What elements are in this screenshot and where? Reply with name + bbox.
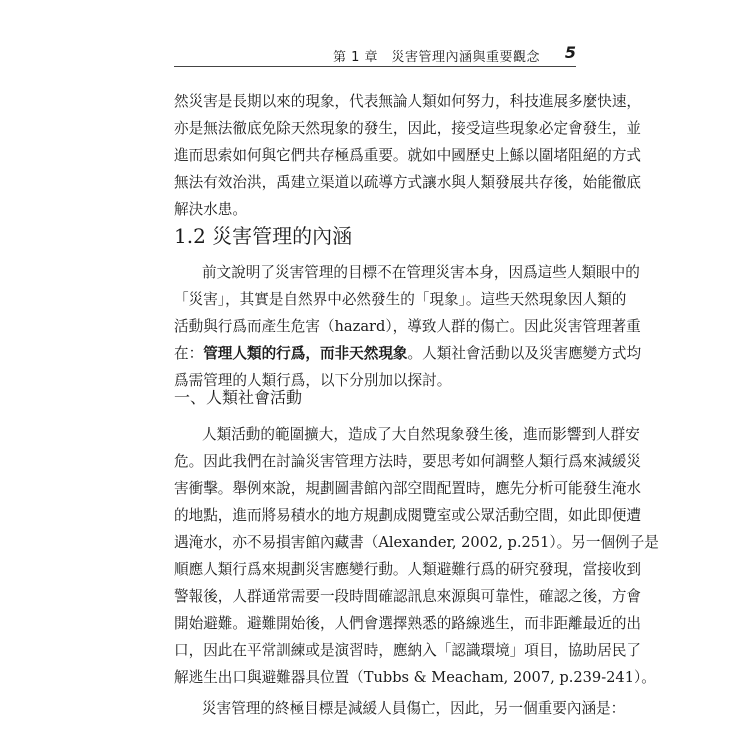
paragraph-line: 解逃生出口與避難器具位置（Tubbs & Meacham, 2007, p.239-241）。 <box>174 669 656 686</box>
intro-line: 解決水患。 <box>174 201 247 218</box>
paragraph-line <box>174 343 642 365</box>
paragraph-line: 警報後，人群通常需要一段時間確認訊息來源與可靠性，確認之後，方會 <box>174 588 642 605</box>
paragraph-line: 順應人類行爲來規劃災害應變行動。人類避難行爲的研究發現，當接收到 <box>174 561 642 578</box>
intro-line: 無法有效治洪，禹建立渠道以疏導方式讓水與人類發展共存後，始能徹底 <box>174 174 642 191</box>
paragraph-line: 「災害」，其實是自然界中必然發生的「現象」。這些天然現象因人類的 <box>174 291 627 308</box>
emphasis-text: 管理人類的行爲，而非天然現象 <box>203 345 408 362</box>
paragraph-line: 危。因此我們在討論災害管理方法時，要思考如何調整人類行爲來減緩災 <box>174 453 642 470</box>
running-header <box>174 44 576 64</box>
paragraph-text: 。人類社會活動以及災害應變方式均 <box>407 345 642 362</box>
paragraph-line: 的地點，進而將易積水的地方規劃成閱覽室或公眾活動空間，如此即便遭 <box>174 507 642 524</box>
paragraph-line: 遇淹水，亦不易損害館內藏書（Alexander, 2002, p.251）。另一個例子是 <box>174 534 659 551</box>
paragraph-line: 開始避難。避難開始後，人們會選擇熟悉的路線逃生，而非距離最近的出 <box>174 615 642 632</box>
page-number: 5 <box>564 43 576 62</box>
paragraph-line: 人類活動的範圍擴大，造成了大自然現象發生後，進而影響到人群安 <box>202 426 640 443</box>
header-rule <box>174 66 576 67</box>
intro-line: 進而思索如何與它們共存極爲重要。就如中國歷史上鯀以圍堵阻絕的方式 <box>174 147 642 164</box>
subsection-heading: 一、人類社會活動 <box>174 388 303 407</box>
section-heading: 1.2 災害管理的內涵 <box>174 224 353 248</box>
chapter-title: 第 1 章 災害管理內涵與重要觀念 <box>332 50 540 65</box>
paragraph-line: 爲需管理的人類行爲，以下分別加以探討。 <box>174 372 452 389</box>
paragraph-line: 災害管理的終極目標是減緩人員傷亡，因此，另一個重要內涵是： <box>202 700 626 717</box>
paragraph-line: 口，因此在平常訓練或是演習時，應納入「認識環境」項目，協助居民了 <box>174 642 642 659</box>
paragraph-text: 在： <box>174 345 204 362</box>
intro-line: 亦是無法徹底免除天然現象的發生，因此，接受這些現象必定會發生，並 <box>174 120 642 137</box>
paragraph-line: 害衝擊。舉例來說，規劃圖書館內部空間配置時，應先分析可能發生淹水 <box>174 480 642 497</box>
intro-line: 然災害是長期以來的現象，代表無論人類如何努力，科技進展多麼快速， <box>174 93 642 110</box>
paragraph-line: 前文說明了災害管理的目標不在管理災害本身，因爲這些人類眼中的 <box>202 264 640 281</box>
paragraph-line: 活動與行爲而產生危害（hazard），導致人群的傷亡。因此災害管理著重 <box>174 318 641 335</box>
